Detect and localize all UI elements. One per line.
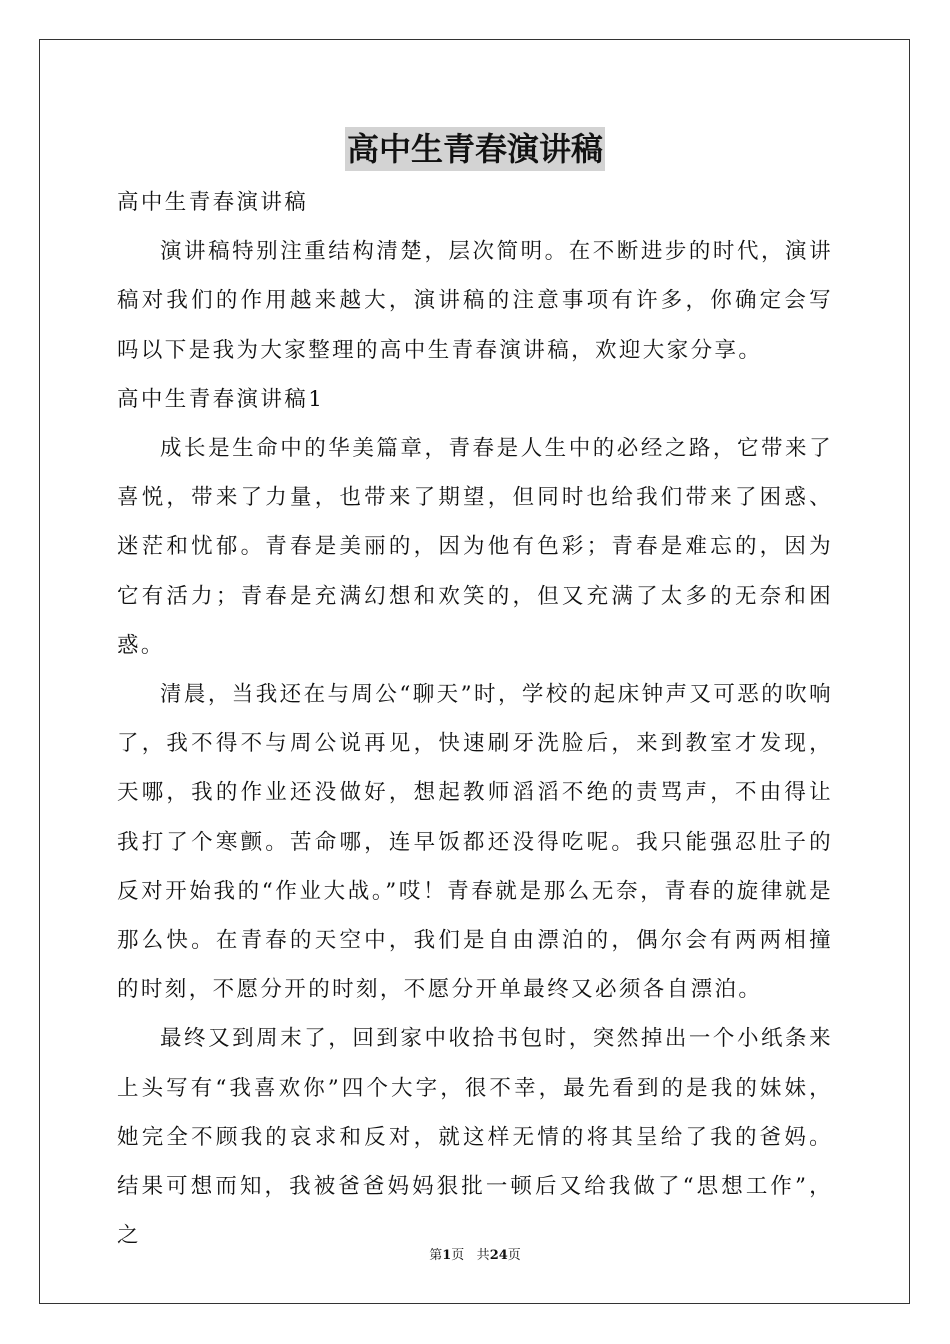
total-prefix: 共 [476, 1248, 490, 1263]
paragraph: 最终又到周末了，回到家中收拾书包时，突然掉出一个小纸条来上头写有“我喜欢你”四个大字，很不幸，最先看到的是我的妹妹，她完全不顾我的哀求和反对，就这样无情的将其呈给了我的爸妈。结果可想而知，我被爸爸妈妈狠批一顿后又给我做了“思想工作”，之 [117, 1026, 833, 1249]
paragraph: 成长是生命中的华美篇章，青春是人生中的必经之路，它带来了喜悦，带来了力量，也带来了期望，但同时也给我们带来了困惑、迷茫和忧郁。青春是美丽的，因为他有色彩；青春是难忘的，因为它有活力；青春是充满幻想和欢笑的，但又充满了太多的无奈和困惑。 [117, 436, 833, 658]
total-suffix: 页 [507, 1248, 521, 1263]
document-body [117, 178, 833, 1260]
page-suffix: 页 [451, 1248, 465, 1263]
document-title: 高中生青春演讲稿 [345, 127, 605, 171]
paragraph-heading: 高中生青春演讲稿1 [117, 386, 325, 412]
paragraph-heading: 高中生青春演讲稿 [117, 190, 309, 215]
total-pages: 24 [489, 1248, 508, 1263]
page-number: 1 [442, 1248, 452, 1263]
title-wrap [0, 127, 950, 171]
paragraph: 演讲稿特别注重结构清楚，层次简明。在不断进步的时代，演讲稿对我们的作用越来越大，演讲稿的注意事项有许多，你确定会写吗以下是我为大家整理的高中生青春演讲稿，欢迎大家分享。 [117, 239, 833, 363]
page-footer [0, 1247, 950, 1265]
page-prefix: 第 [429, 1248, 443, 1263]
paragraph: 清晨，当我还在与周公“聊天”时，学校的起床钟声又可恶的吹响了，我不得不与周公说再见，快速刷牙洗脸后，来到教室才发现，天哪，我的作业还没做好，想起教师滔滔不绝的责骂声，不由得让我打了个寒颤。苦命哪，连早饭都还没得吃呢。我只能强忍肚子的反对开始我的“作业大战。”哎！青春就是那么无奈，青春的旋律就是那么快。在青春的天空中，我们是自由漂泊的，偶尔会有两两相撞的时刻，不愿分开的时刻，不愿分开单最终又必须各自漂泊。 [117, 682, 833, 1003]
